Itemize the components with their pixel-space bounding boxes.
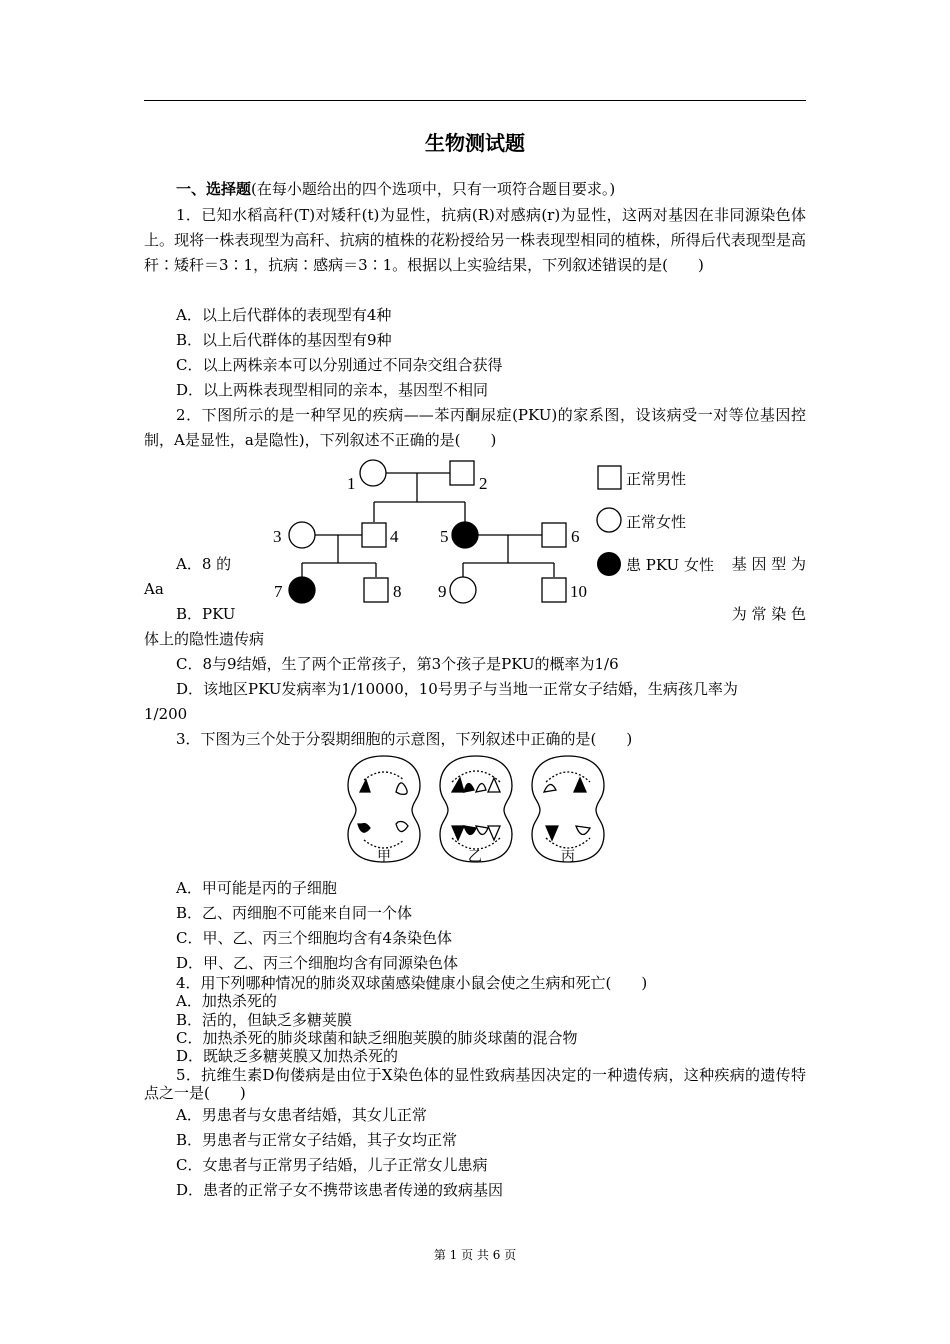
q3-option-d: D．甲、乙、丙三个细胞均含有同源染色体 <box>176 954 459 972</box>
page-title: 生物测试题 <box>425 131 525 155</box>
pedigree-individual-2 <box>450 461 474 485</box>
header-rule <box>144 100 806 101</box>
pedigree-label-9: 9 <box>438 582 447 601</box>
q4-option-d: D．既缺乏多糖荚膜又加热杀死的 <box>176 1047 399 1065</box>
q1-option-d: D．以上两株表现型相同的亲本，基因型不相同 <box>176 381 489 399</box>
q5-option-a: A．男患者与女患者结婚，其女儿正常 <box>176 1106 427 1124</box>
q1-option-a: A．以上后代群体的表现型有4种 <box>176 306 392 324</box>
legend-female-symbol <box>597 508 621 532</box>
pedigree-label-10: 10 <box>570 582 587 601</box>
legend-normal-male: 正常男性 <box>626 470 687 488</box>
q5-option-b: B．男患者与正常女子结婚，其子女均正常 <box>176 1131 458 1149</box>
pedigree-legend-symbols <box>594 462 626 582</box>
q2-option-b-cont: 体上的隐性遗传病 <box>144 630 265 648</box>
q2-option-d-cont: 1/200 <box>144 705 188 723</box>
q1-option-b: B．以上后代群体的基因型有9种 <box>176 331 392 349</box>
legend-affected-female: 患 PKU 女性 <box>626 556 714 574</box>
pedigree-label-8: 8 <box>393 582 402 601</box>
section-heading <box>144 177 806 202</box>
q1-stem: 1．已知水稻高秆(T)对矮秆(t)为显性，抗病(R)对感病(r)为显性，这两对基因在非同源染色体上。现将一株表现型为高秆、抗病的植株的花粉授给另一株表现型相同的植株，所得后代表现型是高秆∶矮秆＝3∶1，抗病∶感病＝3∶1。根据以上实验结果，下列叙述错误的是( ) <box>144 206 806 274</box>
pedigree-individual-9 <box>450 577 476 603</box>
pedigree-label-5: 5 <box>440 527 449 546</box>
q1-option-c: C．以上两株亲本可以分别通过不同杂交组合获得 <box>176 356 503 374</box>
q2-option-a-right: 基 因 型 为 <box>731 555 806 573</box>
pedigree-individual-8 <box>364 578 388 602</box>
q3-option-c: C．甲、乙、丙三个细胞均含有4条染色体 <box>176 929 453 947</box>
pedigree-label-3: 3 <box>273 527 282 546</box>
q2-option-c: C．8与9结婚，生了两个正常孩子，第3个孩子是PKU的概率为1/6 <box>176 655 619 673</box>
pedigree-individual-6 <box>542 523 566 547</box>
page-footer: 第 1 页 共 6 页 <box>433 1248 517 1262</box>
section-heading-label: 一、选择题 <box>176 180 252 198</box>
q2-option-b-right: 为 常 染 色 <box>731 605 806 623</box>
q3-option-a: A．甲可能是丙的子细胞 <box>176 879 337 897</box>
q2-option-b: B．PKU <box>176 605 236 623</box>
section-heading-note: (在每小题给出的四个选项中，只有一项符合题目要求。) <box>251 180 616 198</box>
pedigree-label-7: 7 <box>274 582 283 601</box>
pedigree-individual-1 <box>360 460 386 486</box>
cell-label-jia: 甲 <box>377 849 391 865</box>
q5-option-c: C．女患者与正常男子结婚，儿子正常女儿患病 <box>176 1156 488 1174</box>
q4-stem: 4．用下列哪种情况的肺炎双球菌感染健康小鼠会使之生病和死亡( ) <box>176 974 648 992</box>
pedigree-label-4: 4 <box>390 527 399 546</box>
pedigree-label-2: 2 <box>479 474 488 493</box>
legend-normal-female: 正常女性 <box>626 513 687 531</box>
q2-option-a-cont: Aa <box>144 580 164 598</box>
cell-label-yi: 乙 <box>468 849 482 865</box>
q3-stem: 3．下图为三个处于分裂期细胞的示意图，下列叙述中正确的是( ) <box>176 730 633 748</box>
pedigree-diagram <box>240 455 600 610</box>
pedigree-individual-3 <box>289 522 315 548</box>
legend-male-symbol <box>598 466 621 489</box>
q4-option-a: A．加热杀死的 <box>176 992 277 1010</box>
q4-option-c: C．加热杀死的肺炎球菌和缺乏细胞荚膜的肺炎球菌的混合物 <box>176 1029 578 1047</box>
legend-affected-female-symbol <box>597 552 621 576</box>
q2-option-a: A．8 的 <box>176 555 232 573</box>
cell-label-bing: 丙 <box>561 849 575 865</box>
pedigree-individual-5 <box>452 522 478 548</box>
q2-stem: 2．下图所示的是一种罕见的疾病——苯丙酮尿症(PKU)的家系图，设该病受一对等位基因控制，A是显性，a是隐性)，下列叙述不正确的是( ) <box>144 406 806 449</box>
q3-option-b: B．乙、丙细胞不可能来自同一个体 <box>176 904 413 922</box>
pedigree-individual-10 <box>542 578 566 602</box>
pedigree-individual-7 <box>289 577 315 603</box>
pedigree-label-6: 6 <box>571 527 580 546</box>
q5-option-d: D．患者的正常子女不携带该患者传递的致病基因 <box>176 1181 504 1199</box>
pedigree-individual-4 <box>362 523 386 547</box>
pedigree-label-1: 1 <box>347 474 356 493</box>
q5-stem: 5．抗维生素D佝偻病是由位于X染色体的显性致病基因决定的一种遗传病，这种疾病的遗传特点之一是( ) <box>144 1066 806 1102</box>
q2-option-d: D．该地区PKU发病率为1/10000，10号男子与当地一正常女子结婚，生病孩几率为 <box>176 680 738 698</box>
q4-option-b: B．活的，但缺乏多糖荚膜 <box>176 1011 353 1029</box>
